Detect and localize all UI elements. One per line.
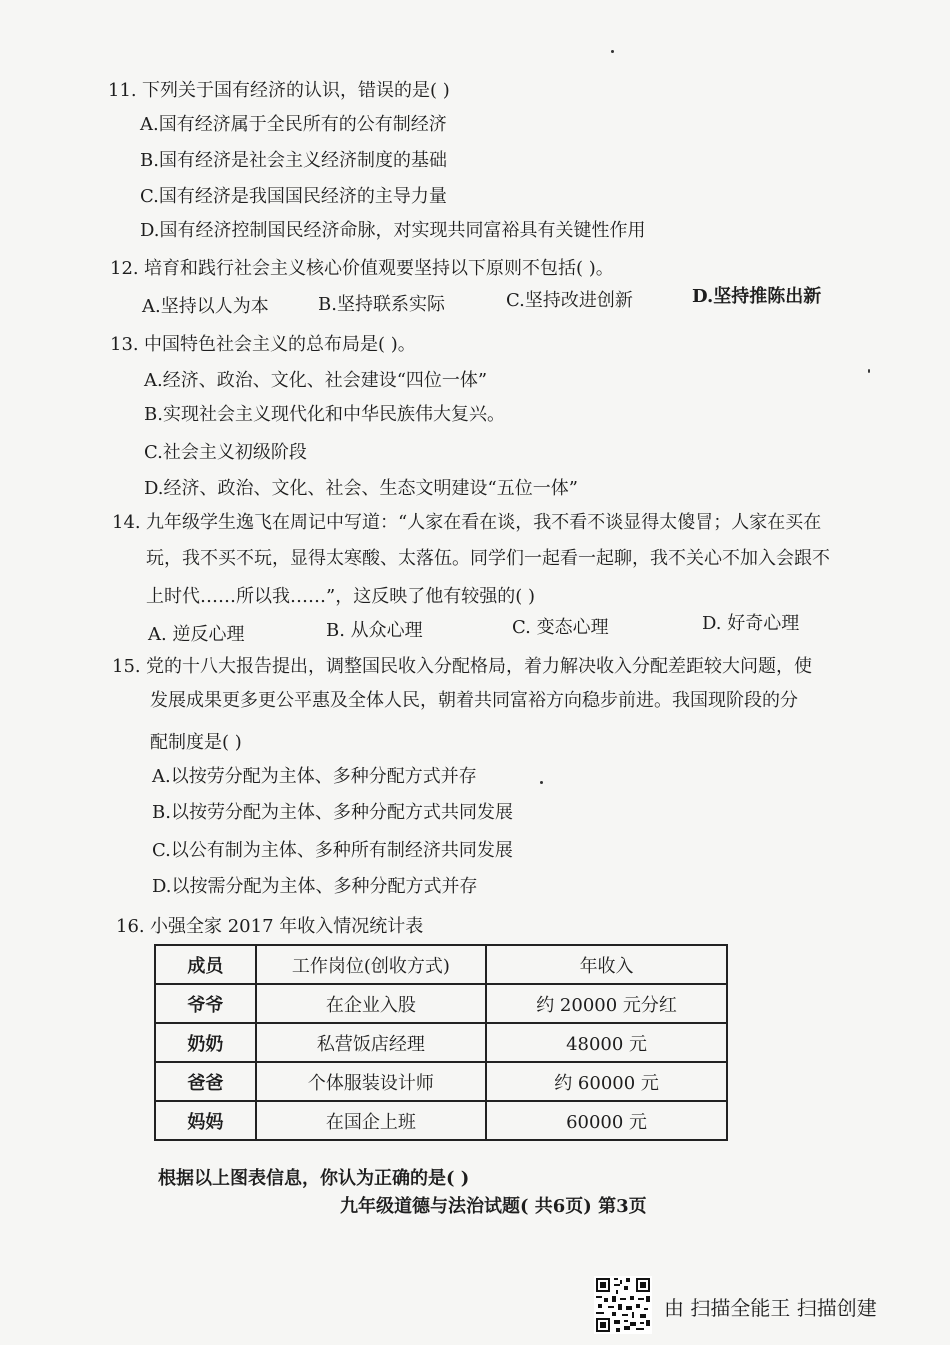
q15-option-a: A.以按劳分配为主体、多种分配方式并存 bbox=[152, 766, 477, 787]
scan-speck bbox=[868, 369, 870, 373]
q15-option-d: D.以按需分配为主体、多种分配方式并存 bbox=[152, 876, 478, 897]
table-row bbox=[155, 984, 727, 1023]
table-row bbox=[155, 1023, 727, 1062]
q11-option-b: B.国有经济是社会主义经济制度的基础 bbox=[140, 150, 447, 171]
question-number: 11. bbox=[108, 80, 137, 101]
question-number: 14. bbox=[112, 512, 141, 533]
table-header-cell: 年收入 bbox=[486, 945, 727, 984]
q14-option-a: A. 逆反心理 bbox=[148, 624, 245, 645]
table-cell: 私营饭店经理 bbox=[256, 1023, 486, 1062]
q13-option-d: D.经济、政治、文化、社会、生态文明建设“五位一体” bbox=[144, 478, 578, 499]
question-16 bbox=[116, 916, 423, 938]
table-cell: 奶奶 bbox=[155, 1023, 256, 1062]
table-cell: 约 20000 元分红 bbox=[486, 984, 727, 1023]
table-cell: 爷爷 bbox=[155, 984, 256, 1023]
question-12 bbox=[110, 258, 614, 280]
q12-option-a: A.坚持以人为本 bbox=[142, 296, 269, 317]
question-14 bbox=[112, 512, 821, 534]
q14-stem-line-3: 上时代……所以我……”，这反映了他有较强的( ) bbox=[146, 586, 535, 607]
table-row bbox=[155, 1101, 727, 1140]
q13-option-c: C.社会主义初级阶段 bbox=[144, 442, 307, 463]
question-number: 12. bbox=[110, 258, 139, 279]
q12-option-b: B.坚持联系实际 bbox=[318, 294, 445, 315]
q15-stem-line-2: 发展成果更多更公平惠及全体人民，朝着共同富裕方向稳步前进。我国现阶段的分 bbox=[150, 690, 798, 711]
table-header-row bbox=[155, 945, 727, 984]
question-stem-line: 九年级学生逸飞在周记中写道：“人家在看在谈，我不看不谈显得太傻冒；人家在买在 bbox=[146, 512, 822, 533]
table-header-cell: 工作岗位(创收方式) bbox=[256, 945, 486, 984]
question-stem: 下列关于国有经济的认识，错误的是( ) bbox=[142, 80, 450, 101]
q14-option-b: B. 从众心理 bbox=[326, 620, 423, 641]
income-table bbox=[154, 944, 728, 1141]
q11-option-c: C.国有经济是我国国民经济的主导力量 bbox=[140, 186, 447, 207]
table-cell: 在企业入股 bbox=[256, 984, 486, 1023]
page-footer: 九年级道德与法治试题( 共6页) 第3页 bbox=[340, 1196, 647, 1217]
table-cell: 个体服装设计师 bbox=[256, 1062, 486, 1101]
question-number: 13. bbox=[110, 334, 139, 355]
q15-option-c: C.以公有制为主体、多种所有制经济共同发展 bbox=[152, 840, 513, 861]
table-cell: 妈妈 bbox=[155, 1101, 256, 1140]
q11-option-d: D.国有经济控制国民经济命脉，对实现共同富裕具有关键性作用 bbox=[140, 220, 646, 241]
scanner-watermark-text: 由 扫描全能王 扫描创建 bbox=[664, 1296, 877, 1320]
q15-option-b: B.以按劳分配为主体、多种分配方式共同发展 bbox=[152, 802, 513, 823]
q12-option-d: D.坚持推陈出新 bbox=[692, 286, 822, 307]
question-11 bbox=[108, 80, 450, 102]
q14-option-d: D. 好奇心理 bbox=[702, 613, 800, 634]
question-stem: 中国特色社会主义的总布局是( )。 bbox=[144, 334, 416, 355]
qr-code-icon bbox=[594, 1276, 652, 1334]
question-13 bbox=[110, 334, 416, 356]
q11-option-a: A.国有经济属于全民所有的公有制经济 bbox=[140, 114, 447, 135]
question-15 bbox=[112, 656, 812, 678]
question-number: 16. bbox=[116, 916, 145, 937]
scanner-watermark bbox=[594, 1276, 924, 1336]
scan-speck bbox=[540, 781, 543, 784]
q13-option-a: A.经济、政治、文化、社会建设“四位一体” bbox=[144, 370, 488, 391]
question-stem: 培育和践行社会主义核心价值观要坚持以下原则不包括( )。 bbox=[144, 258, 614, 279]
scan-speck bbox=[611, 50, 614, 53]
table-cell: 约 60000 元 bbox=[486, 1062, 727, 1101]
table-cell: 爸爸 bbox=[155, 1062, 256, 1101]
table-row bbox=[155, 1062, 727, 1101]
question-stem-line: 党的十八大报告提出，调整国民收入分配格局，着力解决收入分配差距较大问题，使 bbox=[146, 656, 812, 677]
q16-follow-question: 根据以上图表信息，你认为正确的是( ) bbox=[158, 1168, 470, 1189]
q15-stem-line-3: 配制度是( ) bbox=[150, 732, 242, 753]
question-stem: 小强全家 2017 年收入情况统计表 bbox=[150, 916, 424, 937]
q14-stem-line-2: 玩，我不买不玩，显得太寒酸、太落伍。同学们一起看一起聊，我不关心不加入会跟不 bbox=[146, 548, 830, 569]
q13-option-b: B.实现社会主义现代化和中华民族伟大复兴。 bbox=[144, 404, 505, 425]
table-cell: 60000 元 bbox=[486, 1101, 727, 1140]
table-header-cell: 成员 bbox=[155, 945, 256, 984]
q12-option-c: C.坚持改进创新 bbox=[506, 290, 633, 311]
question-number: 15. bbox=[112, 656, 141, 677]
table-cell: 在国企上班 bbox=[256, 1101, 486, 1140]
table-cell: 48000 元 bbox=[486, 1023, 727, 1062]
q14-option-c: C. 变态心理 bbox=[512, 617, 609, 638]
